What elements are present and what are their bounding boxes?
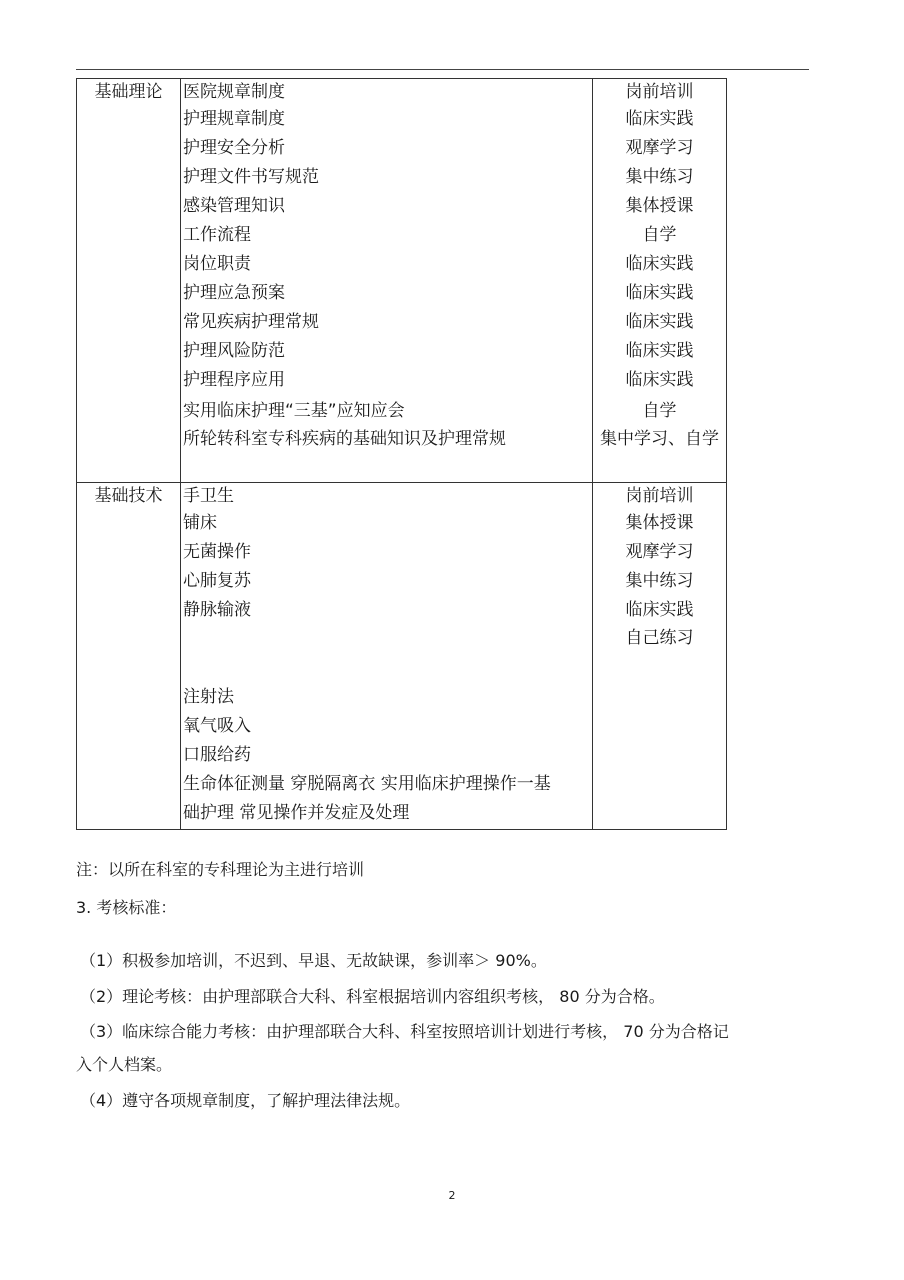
spacer	[183, 625, 592, 683]
criterion-1: （1）积极参加培训，不迟到、早退、无故缺课，参训率＞ 90%。	[80, 951, 547, 970]
page-number: 2	[448, 1189, 456, 1202]
method-label: 岗前培训	[625, 82, 694, 102]
list-item: 护理应急预案	[183, 283, 285, 303]
list-item: 护理文件书写规范	[183, 167, 319, 187]
methods-cell	[593, 79, 727, 483]
list-item: 护理规章制度	[183, 109, 285, 129]
category-label: 基础技术	[94, 486, 163, 506]
list-item: 手卫生	[183, 486, 234, 506]
method-label: 集中练习	[625, 571, 694, 591]
training-content-table	[76, 78, 727, 830]
method-label: 临床实践	[625, 370, 694, 390]
method-label: 临床实践	[625, 600, 694, 620]
list-item: 感染管理知识	[183, 196, 285, 216]
items-cell	[181, 483, 593, 830]
method-label: 自学	[642, 401, 677, 421]
table-row	[77, 79, 727, 483]
method-label: 临床实践	[625, 341, 694, 361]
list-item: 础护理 常见操作并发症及处理	[183, 803, 410, 823]
list-item: 氧气吸入	[183, 716, 251, 736]
list-item: 工作流程	[183, 225, 251, 245]
method-label: 集体授课	[625, 196, 694, 216]
method-label: 观摩学习	[625, 542, 694, 562]
list-item: 铺床	[183, 513, 217, 533]
list-item: 无菌操作	[183, 542, 251, 562]
method-label: 临床实践	[625, 283, 694, 303]
list-item: 常见疾病护理常规	[183, 312, 319, 332]
list-item: 注射法	[183, 687, 234, 707]
list-item: 岗位职责	[183, 254, 251, 274]
method-label: 自己练习	[625, 628, 694, 648]
list-item: 生命体征测量 穿脱隔离衣 实用临床护理操作一基	[183, 774, 551, 794]
section-title: 3. 考核标准：	[76, 898, 177, 917]
list-item: 护理风险防范	[183, 341, 285, 361]
table-note: 注：以所在科室的专科理论为主进行培训	[76, 860, 365, 879]
criterion-4: （4）遵守各项规章制度，了解护理法律法规。	[80, 1091, 411, 1110]
list-item: 口服给药	[183, 745, 251, 765]
items-cell	[181, 79, 593, 483]
method-label: 临床实践	[625, 312, 694, 332]
method-label: 集中练习	[625, 167, 694, 187]
method-label: 岗前培训	[625, 486, 694, 506]
criterion-3-continued: 入个人档案。	[76, 1055, 173, 1074]
methods-cell	[593, 483, 727, 830]
header-rule	[76, 69, 809, 70]
category-cell	[77, 79, 181, 483]
list-item: 心肺复苏	[183, 571, 251, 591]
list-item: 所轮转科室专科疾病的基础知识及护理常规	[183, 429, 506, 449]
method-label: 观摩学习	[625, 138, 694, 158]
method-label: 自学	[642, 225, 677, 245]
category-label: 基础理论	[94, 82, 163, 102]
method-label: 集中学习、自学	[600, 429, 719, 449]
method-label: 临床实践	[625, 254, 694, 274]
list-item: 医院规章制度	[183, 82, 285, 102]
criterion-3: （3）临床综合能力考核：由护理部联合大科、科室按照培训计划进行考核， 70 分为合格记	[80, 1022, 729, 1041]
list-item: 护理程序应用	[183, 370, 285, 390]
category-cell	[77, 483, 181, 830]
list-item: 静脉输液	[183, 600, 251, 620]
table-row	[77, 483, 727, 830]
list-item: 实用临床护理“三基”应知应会	[183, 401, 405, 421]
method-label: 集体授课	[625, 513, 694, 533]
list-item: 护理安全分析	[183, 138, 285, 158]
method-label: 临床实践	[625, 109, 694, 129]
criterion-2: （2）理论考核：由护理部联合大科、科室根据培训内容组织考核， 80 分为合格。	[80, 987, 665, 1006]
